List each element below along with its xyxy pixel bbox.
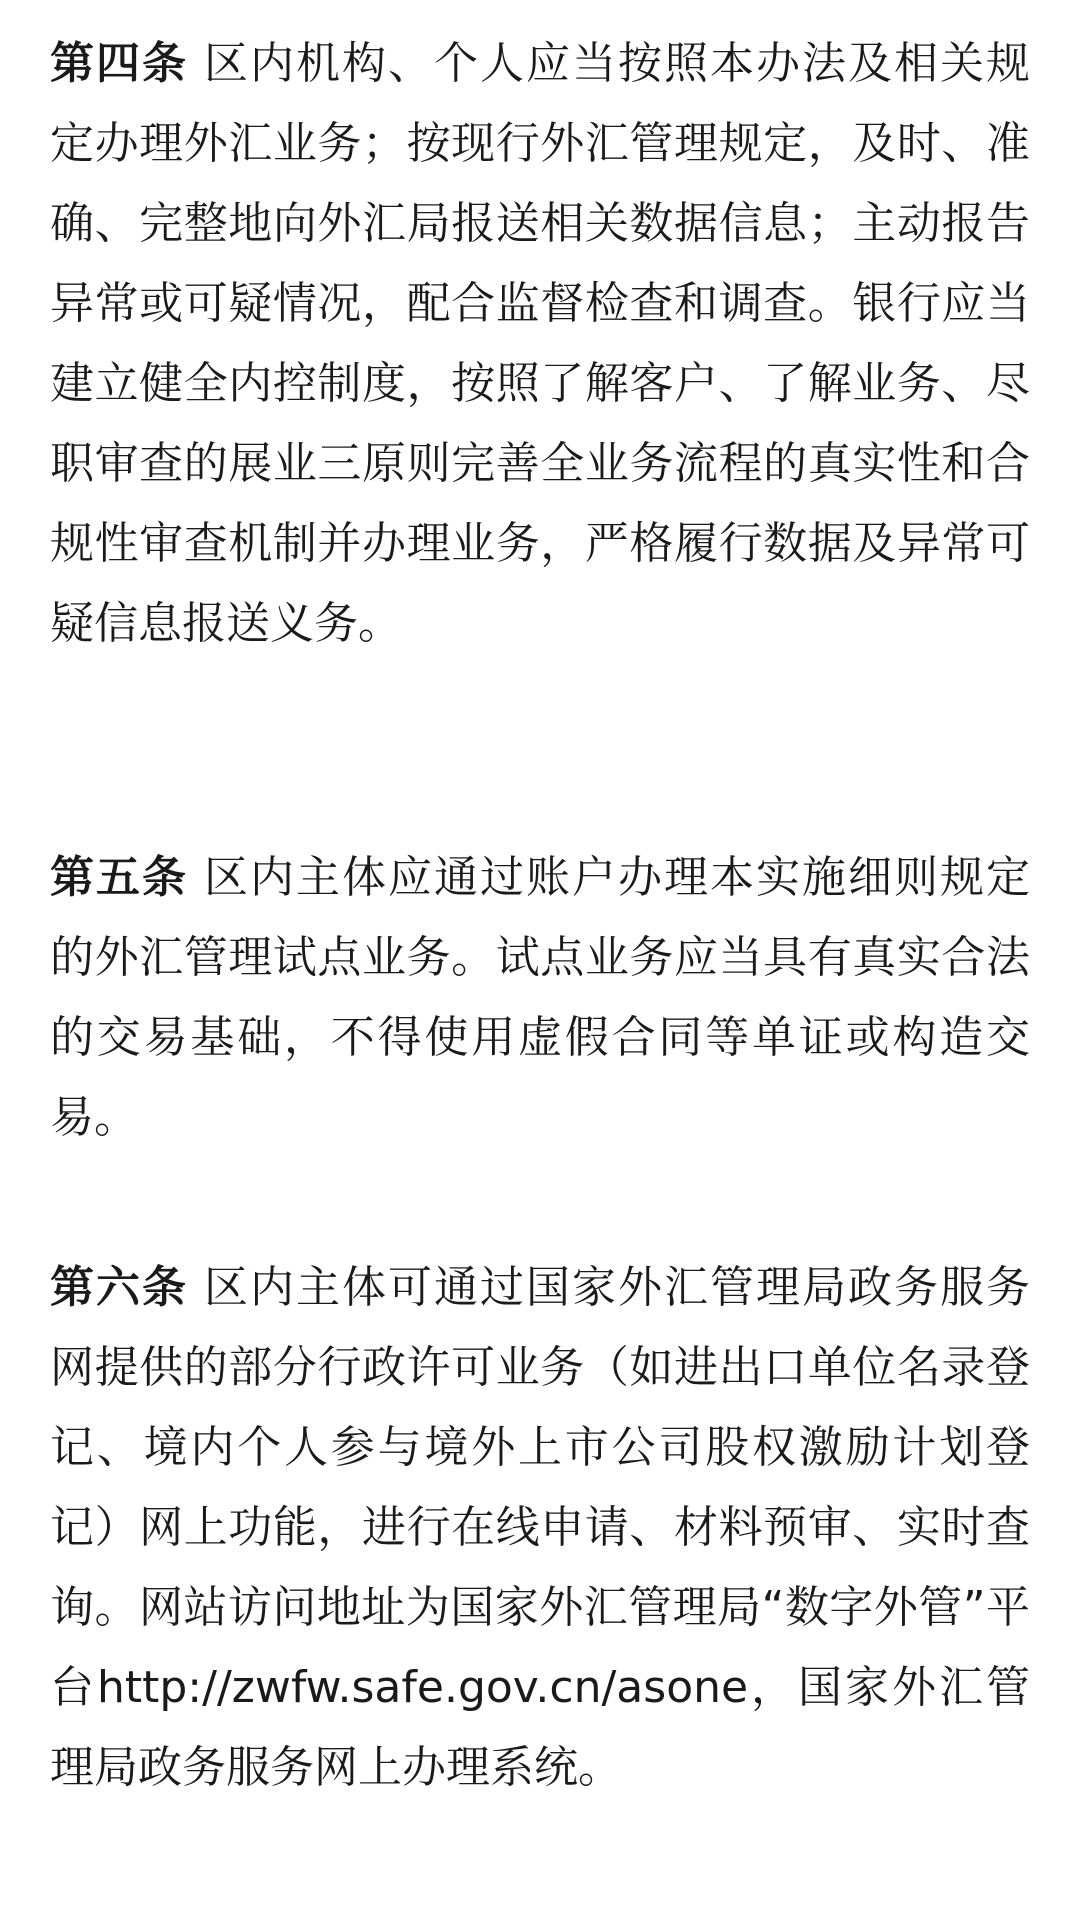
article-5-text: 区内主体应通过账户办理本实施细则规定的外汇管理试点业务。试点业务应当具有真实合法的交易基础，不得使用虚假合同等单证或构造交易。: [50, 852, 1030, 1143]
article-6: [50, 1248, 1030, 1808]
article-5: [50, 838, 1030, 1158]
article-4: [50, 24, 1030, 664]
article-5-label: 第五条: [50, 852, 188, 903]
article-6-text: 区内主体可通过国家外汇管理局政务服务网提供的部分行政许可业务（如进出口单位名录登记、境内个人参与境外上市公司股权激励计划登记）网上功能，进行在线申请、材料预审、实时查询。网站访问地址为国家外汇管理局“数字外管”平台http://zwfw.safe.gov.cn/asone，国家外汇管理局政务服务网上办理系统。: [50, 1262, 1030, 1793]
article-6-label: 第六条: [50, 1262, 188, 1313]
article-4-text: 区内机构、个人应当按照本办法及相关规定办理外汇业务；按现行外汇管理规定，及时、准确、完整地向外汇局报送相关数据信息；主动报告异常或可疑情况，配合监督检查和调查。银行应当建立健全内控制度，按照了解客户、了解业务、尽职审查的展业三原则完善全业务流程的真实性和合规性审查机制并办理业务，严格履行数据及异常可疑信息报送义务。: [50, 38, 1030, 649]
article-4-label: 第四条: [50, 38, 188, 89]
